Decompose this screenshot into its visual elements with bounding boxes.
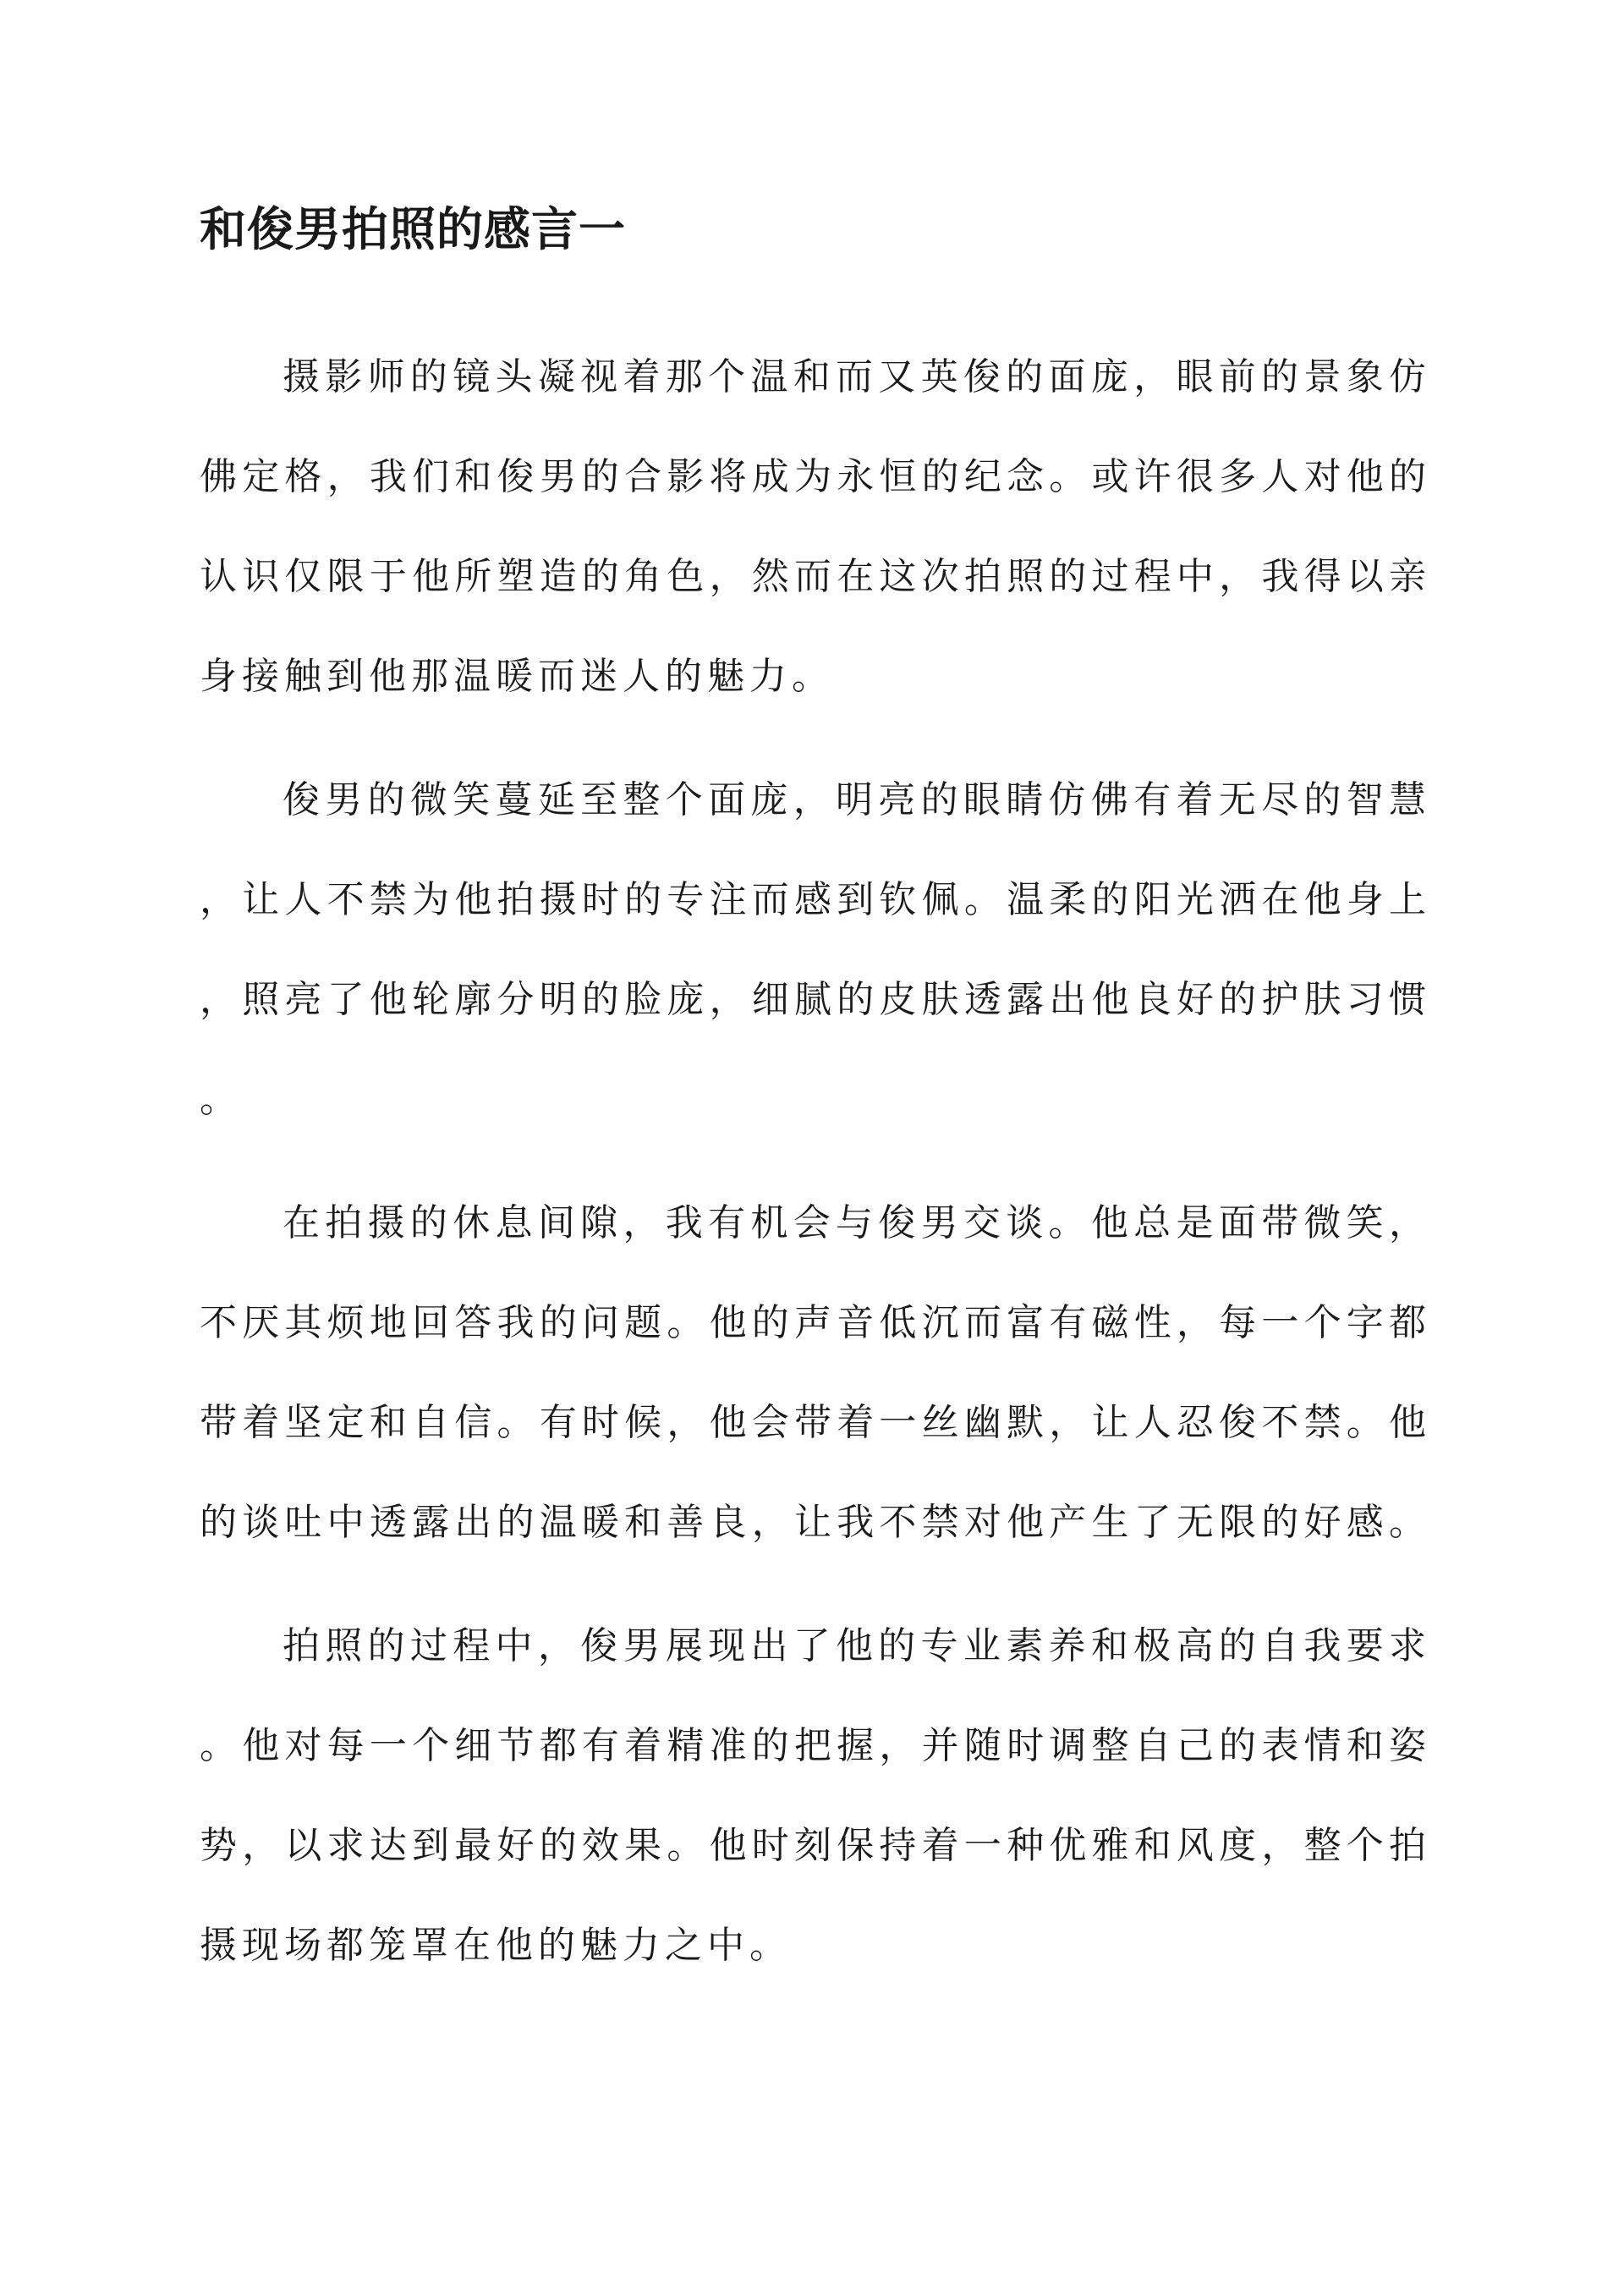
document-title: 和俊男拍照的感言一 xyxy=(200,201,627,256)
paragraph-3-line-1: 在拍摄的休息间隙，我有机会与俊男交谈。他总是面带微笑， xyxy=(283,1201,1426,1244)
paragraph-2-line-4: 。 xyxy=(200,1078,242,1121)
paragraph-3-line-4: 的谈吐中透露出的温暖和善良，让我不禁对他产生了无限的好感。 xyxy=(200,1501,1426,1544)
paragraph-1-line-2: 佛定格，我们和俊男的合影将成为永恒的纪念。或许很多人对他的 xyxy=(200,455,1426,498)
paragraph-4-line-4: 摄现场都笼罩在他的魅力之中。 xyxy=(200,1924,792,1967)
paragraph-2-line-2: ，让人不禁为他拍摄时的专注而感到钦佩。温柔的阳光洒在他身上 xyxy=(200,878,1426,921)
paragraph-3-line-3: 带着坚定和自信。有时候，他会带着一丝幽默，让人忍俊不禁。他 xyxy=(200,1401,1426,1444)
paragraph-2-line-1: 俊男的微笑蔓延至整个面庞，明亮的眼睛仿佛有着无尽的智慧 xyxy=(283,778,1426,821)
paragraph-1-line-4: 身接触到他那温暖而迷人的魅力。 xyxy=(200,655,834,698)
paragraph-4-line-3: 势，以求达到最好的效果。他时刻保持着一种优雅和风度，整个拍 xyxy=(200,1824,1426,1867)
paragraph-1-line-1: 摄影师的镜头凝视着那个温和而又英俊的面庞，眼前的景象仿 xyxy=(283,355,1426,398)
paragraph-1-line-3: 认识仅限于他所塑造的角色，然而在这次拍照的过程中，我得以亲 xyxy=(200,555,1426,598)
paragraph-4-line-1: 拍照的过程中，俊男展现出了他的专业素养和极高的自我要求 xyxy=(283,1624,1426,1667)
paragraph-4-line-2: 。他对每一个细节都有着精准的把握，并随时调整自己的表情和姿 xyxy=(200,1724,1426,1767)
paragraph-3-line-2: 不厌其烦地回答我的问题。他的声音低沉而富有磁性，每一个字都 xyxy=(200,1301,1426,1344)
paragraph-2-line-3: ，照亮了他轮廓分明的脸庞，细腻的皮肤透露出他良好的护肤习惯 xyxy=(200,978,1426,1021)
